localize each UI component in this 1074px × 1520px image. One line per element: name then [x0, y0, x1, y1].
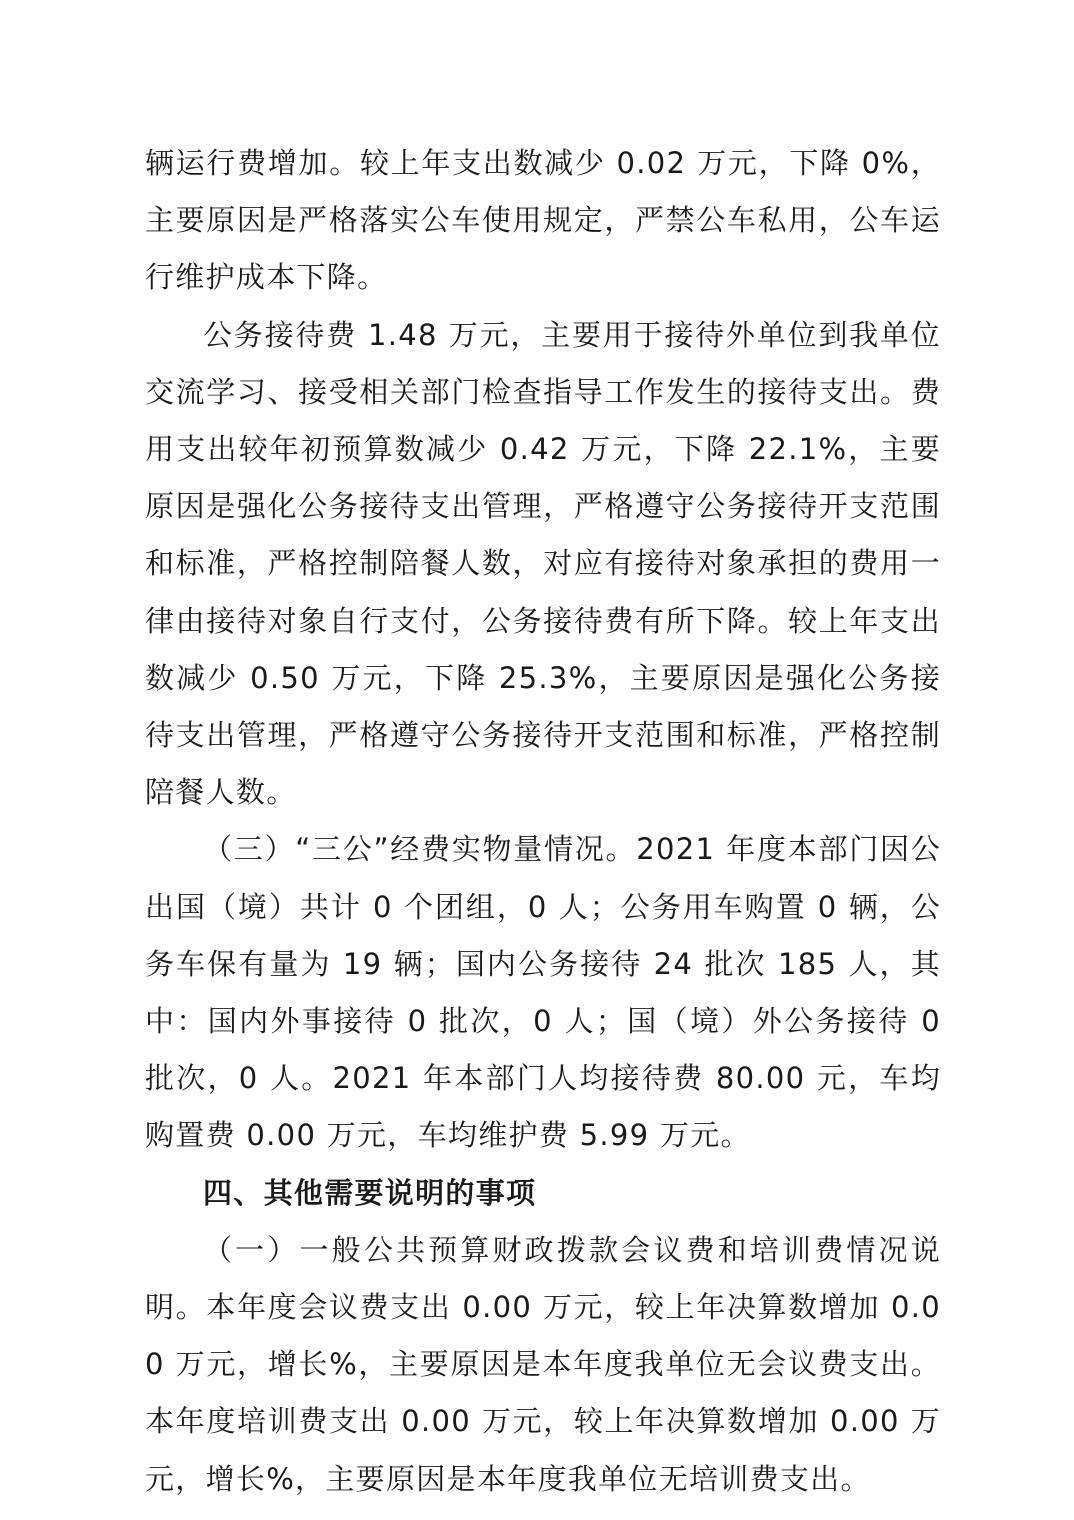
section-heading-other-items: 四、其他需要说明的事项 — [203, 1175, 537, 1210]
paragraph-reception-cost: 公务接待费 1.48 万元，主要用于接待外单位到我单位交流学习、接受相关部门检查指导工作发生的接待支出。费用支出较年初预算数减少 0.42 万元，下降 22.1%，主要原因是强化公务接待支出管理，严格遵守公务接待开支范围和标准，严格控制陪餐人数，对应有接待对象承担的费用一律由接待对象自行支付，公务接待费有所下降。较上年支出数减少 0.50 万元，下降 25.3%，主要原因是强化公务接待支出管理，严格遵守公务接待开支范围和标准，严格控制陪餐人数。 — [145, 317, 941, 810]
paragraph-vehicle-cost: 辆运行费增加。较上年支出数减少 0.02 万元，下降 0%，主要原因是严格落实公车使用规定，严禁公车私用，公车运行维护成本下降。 — [145, 146, 941, 295]
paragraph-physical-quantity: （三）“三公”经费实物量情况。2021 年度本部门因公出国（境）共计 0 个团组，0 人；公务用车购置 0 辆，公务车保有量为 19 辆；国内公务接待 24 批次 185 人，其中：国内外事接待 0 批次，0 人；国（境）外公务接待 0 批次，0 人。2021 年本部门人均接待费 80.00 元，车均购置费 0.00 万元，车均维护费 5.99 万元。 — [145, 832, 941, 1153]
document-body — [145, 135, 941, 1508]
paragraph-meeting-training-cost: （一）一般公共预算财政拨款会议费和培训费情况说明。本年度会议费支出 0.00 万元，较上年决算数增加 0.00 万元，增长%，主要原因是本年度我单位无会议费支出。本年度培训费支出 0.00 万元，较上年决算数增加 0.00 万元，增长%，主要原因是本年度我单位无培训费支出。 — [145, 1232, 941, 1496]
